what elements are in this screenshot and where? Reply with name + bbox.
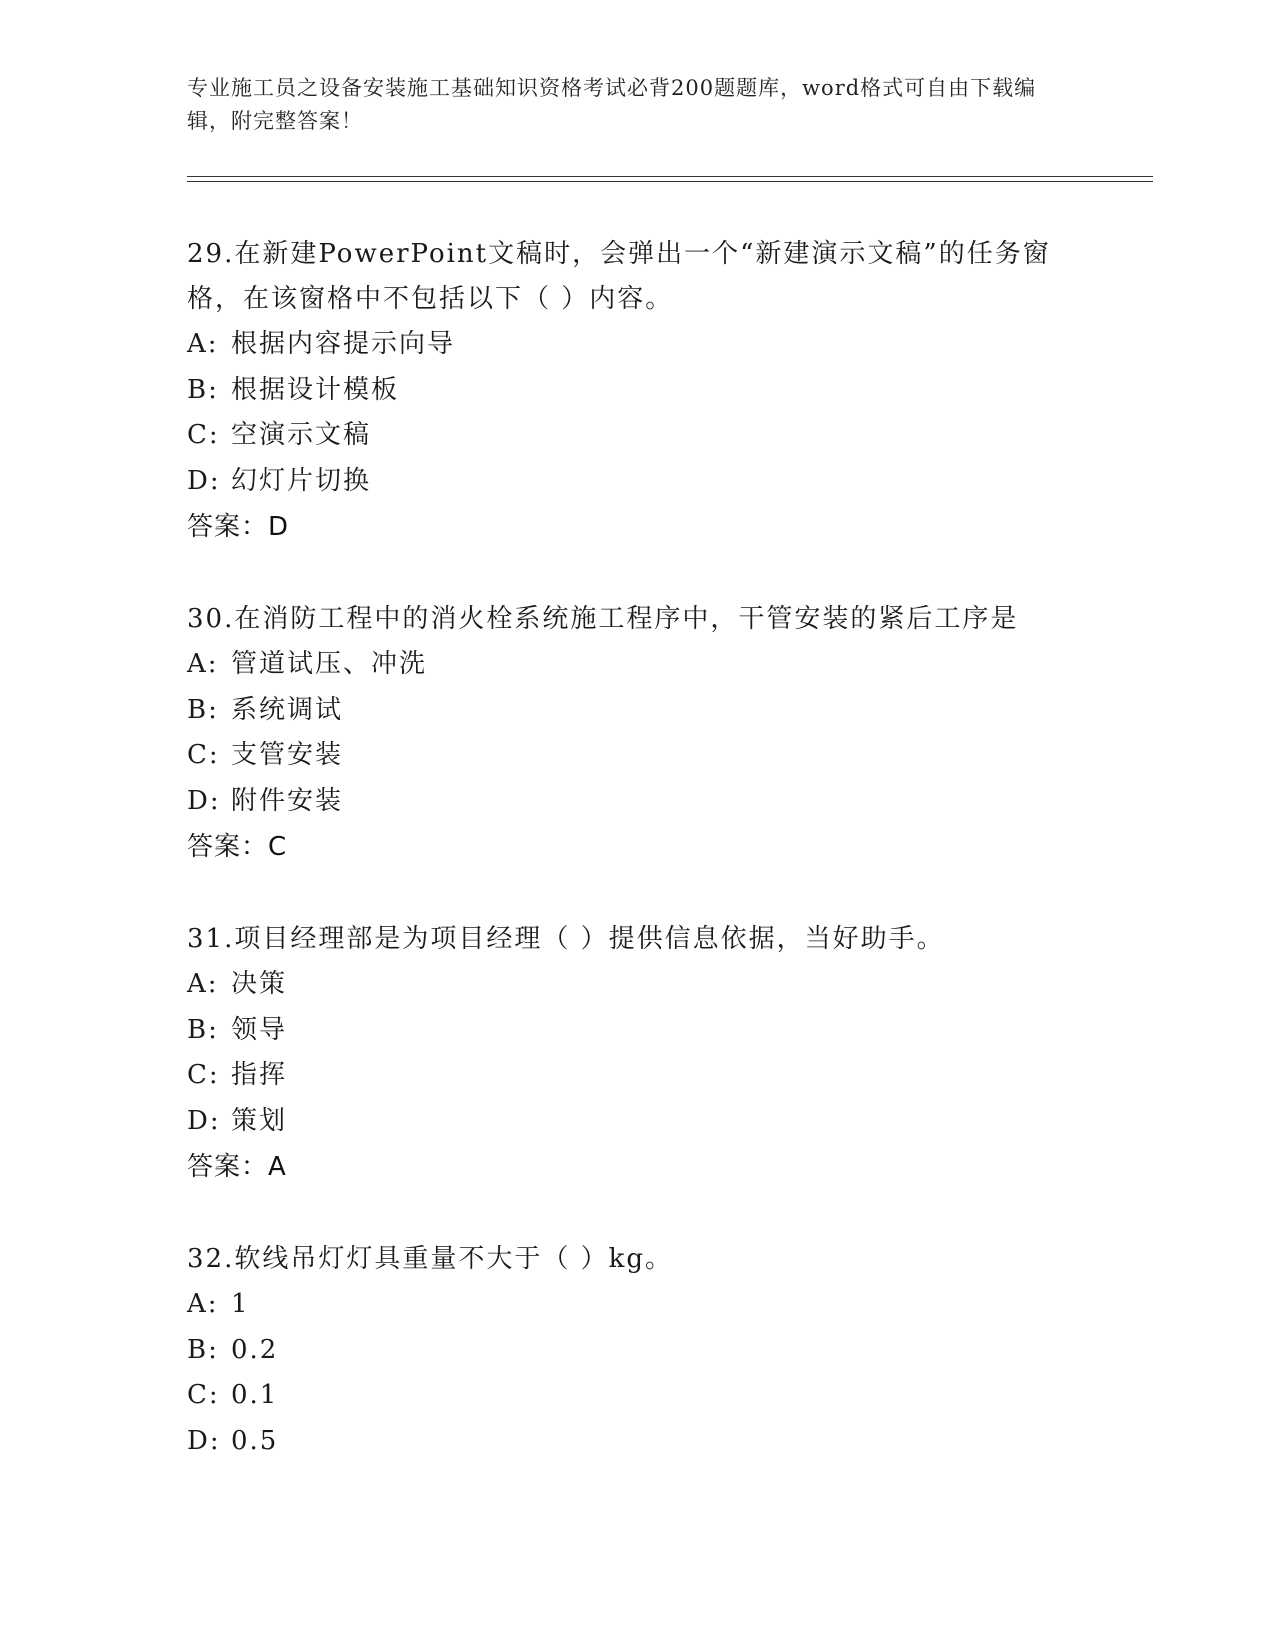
option-d [187,459,1087,505]
question-stem: 32.软线吊灯灯具重量不大于（ ）kg。 [187,1244,674,1274]
question-32 [187,1237,1087,1464]
option-letter: B: [187,374,219,405]
question-list [187,232,1087,1511]
option-letter: C: [187,420,220,450]
option-c [187,1373,1087,1419]
option-letter: A: [187,1289,219,1319]
option-text: 决策 [231,969,288,999]
question-stem: 30.在消防工程中的消火栓系统施工程序中，干管安装的紧后工序是 [187,604,1019,634]
option-text: 领导 [231,1014,288,1045]
option-b [187,688,1087,734]
option-letter: B: [187,1334,219,1365]
option-text: 附件安装 [231,785,344,816]
option-text: 1 [231,1289,250,1319]
option-d [187,779,1087,825]
option-d [187,1419,1087,1465]
option-text: 管道试压、冲洗 [231,649,428,679]
option-a [187,322,1087,368]
option-c [187,1053,1087,1099]
option-b [187,368,1087,414]
option-letter: B: [187,1014,219,1045]
option-d [187,1099,1087,1145]
question-stem: 29.在新建PowerPoint文稿时，会弹出一个“新建演示文稿”的任务窗格，在该窗格中不包括以下（ ）内容。 [187,239,1051,314]
option-letter: A: [187,649,219,679]
option-text: 0.5 [231,1425,279,1456]
option-letter: A: [187,969,219,999]
option-text: 支管安装 [231,740,344,770]
option-text: 策划 [231,1105,288,1136]
header-rule-top [187,176,1153,177]
option-a [187,962,1087,1008]
question-29 [187,232,1087,550]
header-rule-bottom [187,181,1153,182]
option-text: 0.2 [231,1334,279,1365]
option-letter: C: [187,1060,220,1090]
answer-line: 答案：D [187,512,290,542]
option-text: 空演示文稿 [231,420,372,450]
option-b [187,1328,1087,1374]
option-letter: C: [187,1380,220,1410]
option-text: 根据内容提示向导 [231,329,456,359]
option-c [187,733,1087,779]
option-letter: A: [187,329,219,359]
document-header: 专业施工员之设备安装施工基础知识资格考试必背200题题库，word格式可自由下载编辑，附完整答案！ [187,76,1037,133]
option-b [187,1008,1087,1054]
option-letter: D: [187,785,221,816]
option-letter: D: [187,465,221,496]
question-30 [187,597,1087,870]
answer-line: 答案：A [187,1152,287,1182]
question-stem: 31.项目经理部是为项目经理（ ）提供信息依据，当好助手。 [187,924,945,954]
option-a [187,642,1087,688]
option-a [187,1282,1087,1328]
option-text: 0.1 [231,1380,279,1410]
answer-line: 答案：C [187,832,288,862]
option-letter: D: [187,1425,221,1456]
option-text: 幻灯片切换 [231,465,372,496]
question-31 [187,917,1087,1190]
option-text: 指挥 [231,1060,288,1090]
option-letter: B: [187,694,219,725]
option-text: 根据设计模板 [231,374,400,405]
option-text: 系统调试 [231,694,344,725]
option-c [187,413,1087,459]
option-letter: D: [187,1105,221,1136]
option-letter: C: [187,740,220,770]
